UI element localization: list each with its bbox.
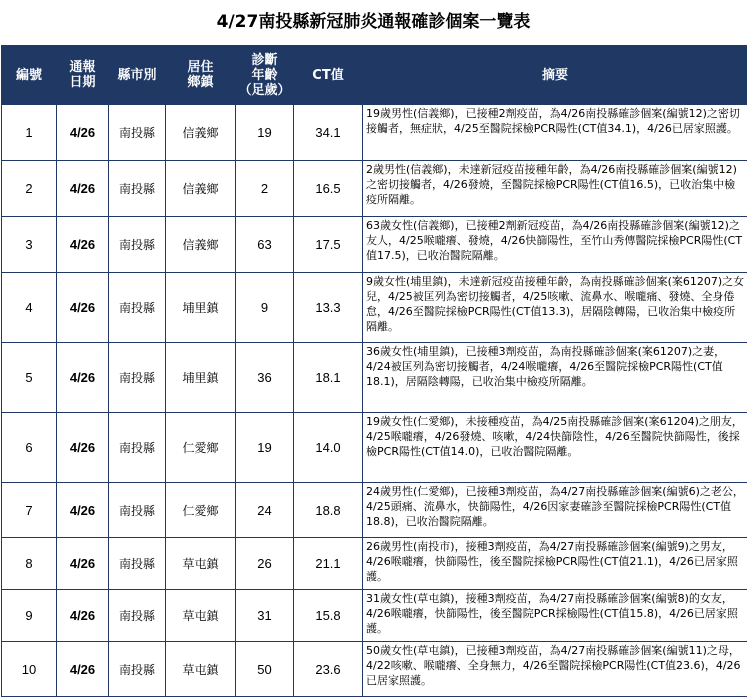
cell-summary: 19歲男性(信義鄉)，已接種2劑疫苗，為4/26南投縣確診個案(編號12)之密切接觸者，無症狀，4/25至醫院採檢PCR陽性(CT值34.1)，4/26已居家照護。 [363, 105, 747, 161]
cell-no: 6 [2, 413, 57, 483]
cell-county: 南投縣 [109, 642, 166, 697]
cell-town: 仁愛鄉 [166, 413, 236, 483]
table-row [2, 538, 747, 590]
cell-age: 31 [236, 590, 294, 642]
header-no: 編號 [2, 46, 57, 105]
header-town [166, 46, 236, 105]
cell-date: 4/26 [57, 105, 109, 161]
cell-summary: 36歲女性(埔里鎮)，已接種3劑疫苗，為南投縣確診個案(案61207)之妻，4/24被匡列為密切接觸者，4/24喉嚨癢，4/26至醫院採檢PCR陽性(CT值18.1)，居隔陰轉陽，已收治集中檢疫所隔離。 [363, 343, 747, 413]
header-county: 縣市別 [109, 46, 166, 105]
cell-date: 4/26 [57, 483, 109, 538]
cell-ct: 16.5 [294, 161, 363, 217]
cell-town: 埔里鎮 [166, 343, 236, 413]
cell-no: 8 [2, 538, 57, 590]
cell-town: 草屯鎮 [166, 538, 236, 590]
cell-summary: 2歲男性(信義鄉)，未達新冠疫苗接種年齡，為4/26南投縣確診個案(編號12)之密切接觸者，4/26發燒，至醫院採檢PCR陽性(CT值16.5)，已收治集中檢疫所隔離。 [363, 161, 747, 217]
header-age [236, 46, 294, 105]
cell-date: 4/26 [57, 642, 109, 697]
cell-date: 4/26 [57, 343, 109, 413]
cell-county: 南投縣 [109, 161, 166, 217]
header-town-line2: 鄉鎮 [166, 75, 235, 90]
header-town-line1: 居住 [166, 60, 235, 75]
cell-county: 南投縣 [109, 590, 166, 642]
cell-ct: 21.1 [294, 538, 363, 590]
header-date [57, 46, 109, 105]
cell-no: 9 [2, 590, 57, 642]
cell-ct: 13.3 [294, 273, 363, 343]
header-ct: CT值 [294, 46, 363, 105]
cell-summary: 50歲女性(草屯鎮)，已接種3劑疫苗，為4/27南投縣確診個案(編號11)之母，4/22咳嗽、喉嚨癢、全身無力，4/26至醫院採檢PCR陽性(CT值23.6)，4/26已居家照護。 [363, 642, 747, 697]
header-date-line1: 通報 [57, 60, 108, 75]
cell-ct: 18.8 [294, 483, 363, 538]
page-title: 4/27南投縣新冠肺炎通報確診個案一覽表 [0, 0, 747, 45]
cell-no: 10 [2, 642, 57, 697]
cell-no: 1 [2, 105, 57, 161]
cell-county: 南投縣 [109, 538, 166, 590]
cell-ct: 15.8 [294, 590, 363, 642]
table-row [2, 343, 747, 413]
header-row [2, 46, 747, 105]
cell-county: 南投縣 [109, 413, 166, 483]
cell-town: 草屯鎮 [166, 642, 236, 697]
table-row [2, 217, 747, 273]
table-row [2, 273, 747, 343]
cell-no: 5 [2, 343, 57, 413]
cell-town: 信義鄉 [166, 161, 236, 217]
table-row [2, 413, 747, 483]
header-date-line2: 日期 [57, 75, 108, 90]
cell-no: 7 [2, 483, 57, 538]
cell-town: 信義鄉 [166, 217, 236, 273]
cell-county: 南投縣 [109, 273, 166, 343]
cell-summary: 63歲女性(信義鄉)，已接種2劑新冠疫苗，為4/26南投縣確診個案(編號12)之友人，4/25喉嚨癢、發燒，4/26快篩陽性，至竹山秀傳醫院採檢PCR陽性(CT值17.5)，已收治醫院隔離。 [363, 217, 747, 273]
cell-town: 仁愛鄉 [166, 483, 236, 538]
cell-summary: 31歲女性(草屯鎮)，接種3劑疫苗，為4/27南投縣確診個案(編號8)的女友，4/26喉嚨癢，快篩陽性，後至醫院PCR採檢陽性(CT值15.8)，4/26已居家照護。 [363, 590, 747, 642]
cell-age: 9 [236, 273, 294, 343]
cell-age: 50 [236, 642, 294, 697]
cell-county: 南投縣 [109, 105, 166, 161]
header-age-line1: 診斷 [236, 53, 293, 68]
header-age-line3: （足歲） [236, 83, 293, 98]
header-summary: 摘要 [363, 46, 747, 105]
cell-county: 南投縣 [109, 217, 166, 273]
cell-county: 南投縣 [109, 483, 166, 538]
cell-summary: 24歲男性(仁愛鄉)，已接種3劑疫苗，為4/27南投縣確診個案(編號6)之老公，4/25頭痛、流鼻水，快篩陽性，4/26因家妻確診至醫院採檢PCR陽性(CT值18.8)，已收治醫院隔離。 [363, 483, 747, 538]
cell-ct: 18.1 [294, 343, 363, 413]
cell-ct: 14.0 [294, 413, 363, 483]
cell-town: 埔里鎮 [166, 273, 236, 343]
cell-date: 4/26 [57, 217, 109, 273]
table-row [2, 590, 747, 642]
cell-town: 信義鄉 [166, 105, 236, 161]
table-row [2, 161, 747, 217]
cell-age: 19 [236, 105, 294, 161]
cell-age: 24 [236, 483, 294, 538]
cell-age: 36 [236, 343, 294, 413]
header-age-line2: 年齡 [236, 68, 293, 83]
table-row [2, 105, 747, 161]
cell-county: 南投縣 [109, 343, 166, 413]
cell-town: 草屯鎮 [166, 590, 236, 642]
cell-summary: 9歲女性(埔里鎮)，未達新冠疫苗接種年齡，為南投縣確診個案(案61207)之女兒，4/25被匡列為密切接觸者，4/25咳嗽、流鼻水、喉嚨痛、發燒、全身倦怠，4/26至醫院採檢PCR陽性(CT值13.3)，居隔陰轉陽，已收治集中檢疫所隔離。 [363, 273, 747, 343]
cell-date: 4/26 [57, 273, 109, 343]
cell-summary: 19歲女性(仁愛鄉)，未接種疫苗，為4/25南投縣確診個案(案61204)之朋友，4/25喉嚨癢，4/26發燒、咳嗽，4/24快篩陰性，4/26至醫院快篩陽性，後採檢PCR陽性(CT值14.0)，已收治醫院隔離。 [363, 413, 747, 483]
cell-date: 4/26 [57, 590, 109, 642]
cell-ct: 23.6 [294, 642, 363, 697]
cell-no: 3 [2, 217, 57, 273]
table-row [2, 483, 747, 538]
cell-summary: 26歲男性(南投市)，接種3劑疫苗，為4/27南投縣確診個案(編號9)之男友，4/26喉嚨癢，快篩陽性，後至醫院採檢PCR陽性(CT值21.1)，4/26已居家照護。 [363, 538, 747, 590]
table-row [2, 642, 747, 697]
cell-age: 63 [236, 217, 294, 273]
case-table [1, 45, 747, 697]
cell-date: 4/26 [57, 413, 109, 483]
cell-age: 19 [236, 413, 294, 483]
cell-age: 26 [236, 538, 294, 590]
cell-no: 4 [2, 273, 57, 343]
cell-age: 2 [236, 161, 294, 217]
cell-ct: 17.5 [294, 217, 363, 273]
cell-no: 2 [2, 161, 57, 217]
cell-date: 4/26 [57, 538, 109, 590]
cell-date: 4/26 [57, 161, 109, 217]
cell-ct: 34.1 [294, 105, 363, 161]
